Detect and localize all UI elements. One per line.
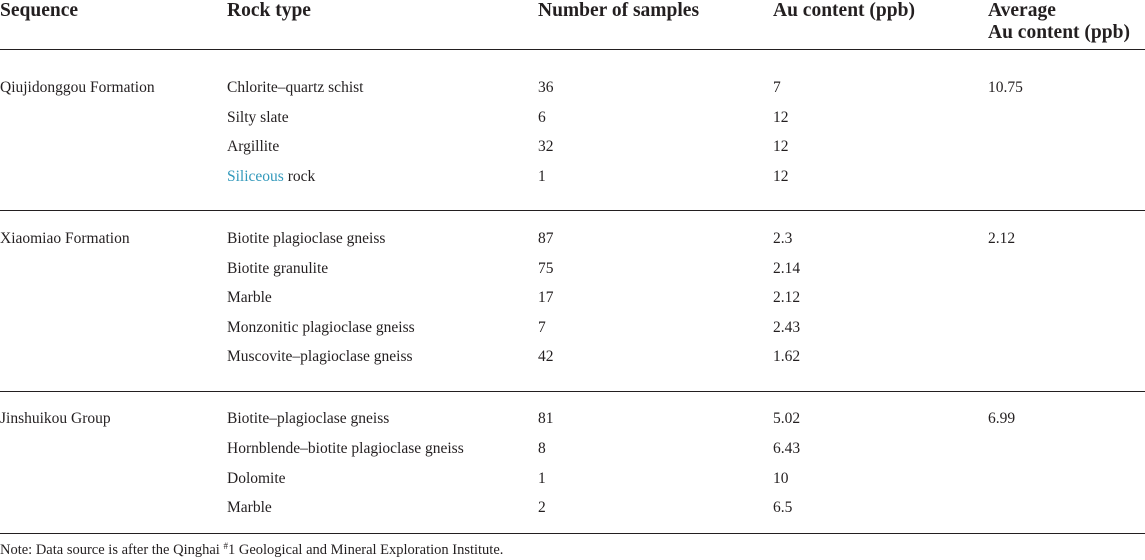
rock-type-cell: Hornblende–biotite plagioclase gneiss [227,440,464,457]
sequence-cell: Xiaomiao Formation [0,230,130,247]
samples-cell: 6 [538,109,546,126]
rock-type-cell [227,168,315,186]
header-average-line2: Au content (ppb) [988,22,1130,43]
note-text-after: 1 Geological and Mineral Exploration Institute. [227,542,504,558]
rock-type-cell: Argillite [227,138,280,155]
au-cell: 6.43 [773,440,801,457]
rock-type-cell: Marble [227,499,272,516]
au-cell: 10 [773,470,789,487]
header-rule [0,49,1145,50]
au-cell: 2.12 [773,289,801,306]
sequence-cell: Jinshuikou Group [0,410,111,427]
au-cell: 2.43 [773,319,801,336]
group-rule [0,391,1145,392]
samples-cell: 32 [538,138,554,155]
average-au-cell: 6.99 [988,410,1016,427]
au-cell: 12 [773,168,789,185]
samples-cell: 87 [538,230,554,247]
au-cell: 6.5 [773,499,793,516]
au-cell: 1.62 [773,348,801,365]
sequence-cell: Qiujidonggou Formation [0,79,155,96]
rock-type-rest: rock [283,168,316,185]
au-cell: 12 [773,138,789,155]
samples-cell: 1 [538,470,546,487]
rock-type-cell: Biotite plagioclase gneiss [227,230,386,247]
siliceous-link[interactable]: Siliceous [227,168,284,185]
samples-cell: 8 [538,440,546,457]
rock-type-cell: Biotite–plagioclase gneiss [227,410,390,427]
au-cell: 2.14 [773,260,801,277]
samples-cell: 17 [538,289,554,306]
rock-type-cell: Muscovite–plagioclase gneiss [227,348,413,365]
au-cell: 7 [773,79,781,96]
au-cell: 2.3 [773,230,793,247]
samples-cell: 1 [538,168,546,185]
rock-type-cell: Chlorite–quartz schist [227,79,364,96]
header-rock-type: Rock type [227,0,311,21]
samples-cell: 7 [538,319,546,336]
samples-cell: 36 [538,79,554,96]
samples-cell: 42 [538,348,554,365]
average-au-cell: 10.75 [988,79,1023,96]
rock-type-cell: Marble [227,289,272,306]
header-average-line1: Average [988,0,1056,21]
note-superscript: # [223,541,228,551]
rock-type-cell: Monzonitic plagioclase gneiss [227,319,415,336]
au-cell: 12 [773,109,789,126]
rock-type-cell: Dolomite [227,470,286,487]
samples-cell: 75 [538,260,554,277]
table-note [0,541,503,559]
header-sequence: Sequence [0,0,78,21]
samples-cell: 81 [538,410,554,427]
table-bottom-rule [0,533,1145,534]
average-au-cell: 2.12 [988,230,1016,247]
header-au-content: Au content (ppb) [773,0,915,21]
rock-type-cell: Biotite granulite [227,260,329,277]
rock-type-cell: Silty slate [227,109,289,126]
note-text-before: Note: Data source is after the Qinghai [0,542,224,558]
samples-cell: 2 [538,499,546,516]
header-number-of-samples: Number of samples [538,0,700,21]
au-cell: 5.02 [773,410,801,427]
group-rule [0,210,1145,211]
